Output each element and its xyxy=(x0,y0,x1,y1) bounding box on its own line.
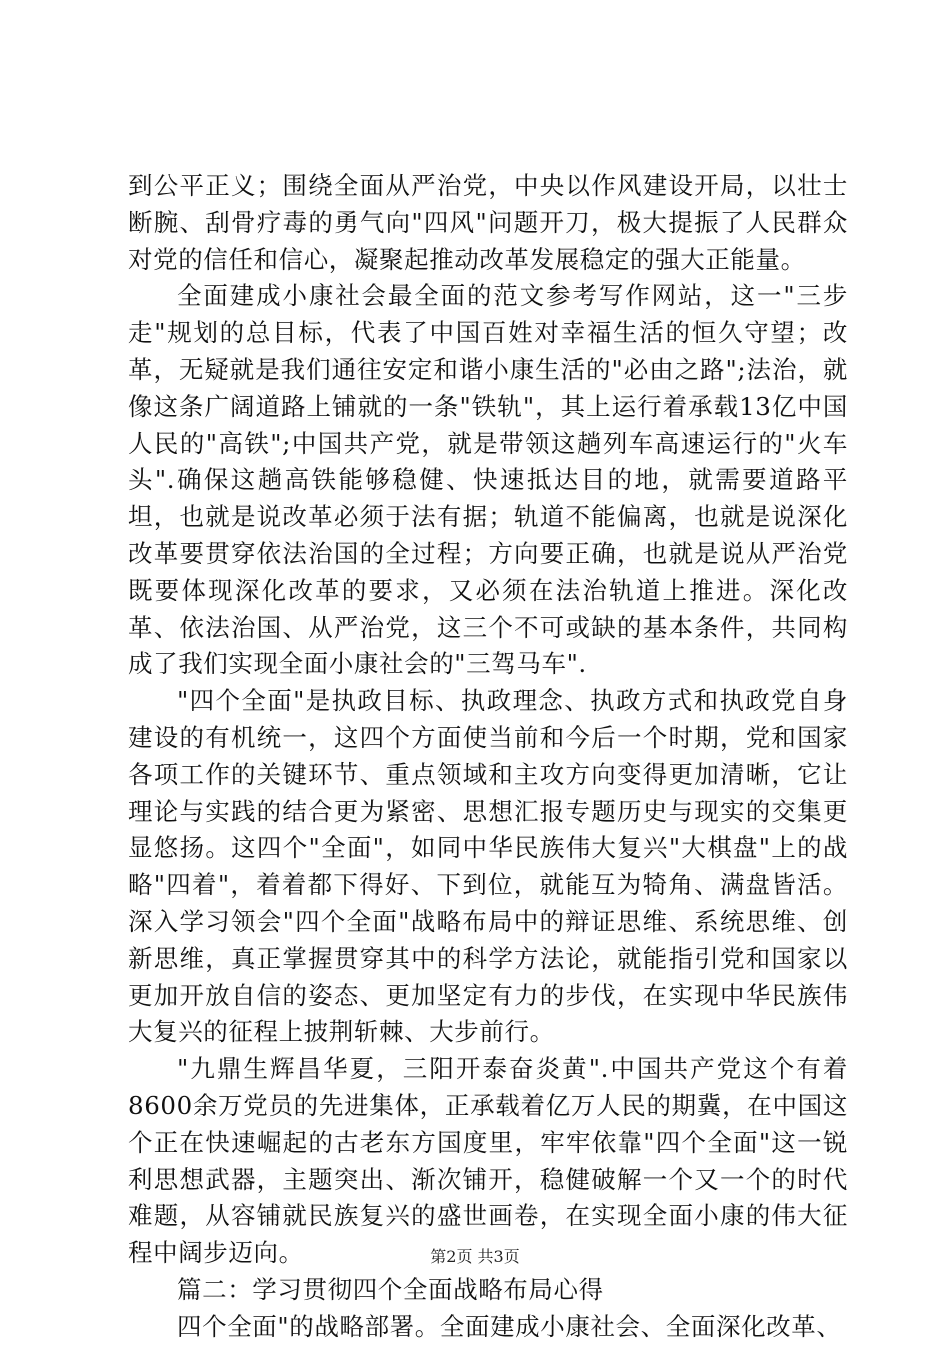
paragraph-5: 四个全面"的战略部署。全面建成小康社会、全面深化改革、 xyxy=(177,1311,842,1341)
section-heading: 篇二：学习贯彻四个全面战略布局心得 xyxy=(177,1274,604,1304)
page-footer: 第2页 共3页 xyxy=(430,1247,520,1266)
document-body xyxy=(128,168,848,1346)
paragraph-3: "四个全面"是执政目标、执政理念、执政方式和执政党自身建设的有机统一，这四个方面使当前和今后一个时期，党和国家各项工作的关键环节、重点领域和主攻方向变得更加清晰，它让理论与实践的结合更为紧密、思想汇报专题历史与现实的交集更显悠扬。这四个"全面"，如同中华民族伟大复兴"大棋盘"上的战略"四着"，着着都下得好、下到位，就能互为犄角、满盘皆活。深入学习领会"四个全面"战略布局中的辩证思维、系统思维、创新思维，真正掌握贯穿其中的科学方法论，就能指引党和国家以更加开放自信的姿态、更加坚定有力的步伐，在实现中华民族伟大复兴的征程上披荆斩棘、大步前行。 xyxy=(128,686,848,1047)
paragraph-4: "九鼎生辉昌华夏，三阳开泰奋炎黄".中国共产党这个有着8600余万党员的先进集体，正承载着亿万人民的期冀，在中国这个正在快速崛起的古老东方国度里，牢牢依靠"四个全面"这一锐利思想武器，主题突出、渐次铺开，稳健破解一个又一个的时代难题，从容铺就民族复兴的盛世画卷，在实现全面小康的伟大征程中阔步迈向。 xyxy=(128,1054,848,1268)
paragraph-1: 到公平正义；围绕全面从严治党，中央以作风建设开局，以壮士断腕、刮骨疗毒的勇气向"四风"问题开刀，极大提振了人民群众对党的信任和信心，凝聚起推动改革发展稳定的强大正能量。 xyxy=(128,171,848,274)
paragraph-2: 全面建成小康社会最全面的范文参考写作网站，这一"三步走"规划的总目标，代表了中国百姓对幸福生活的恒久守望；改革，无疑就是我们通往安定和谐小康生活的"必由之路";法治，就像这条广阔道路上铺就的一条"铁轨"，其上运行着承载13亿中国人民的"高铁";中国共产党，就是带领这趟列车高速运行的"火车头".确保这趟高铁能够稳健、快速抵达目的地，就需要道路平坦，也就是说改革必须于法有据；轨道不能偏离，也就是说深化改革要贯穿依法治国的全过程；方向要正确，也就是说从严治党既要体现深化改革的要求，又必须在法治轨道上推进。深化改革、依法治国、从严治党，这三个不可或缺的基本条件，共同构成了我们实现全面小康社会的"三驾马车". xyxy=(128,281,848,679)
